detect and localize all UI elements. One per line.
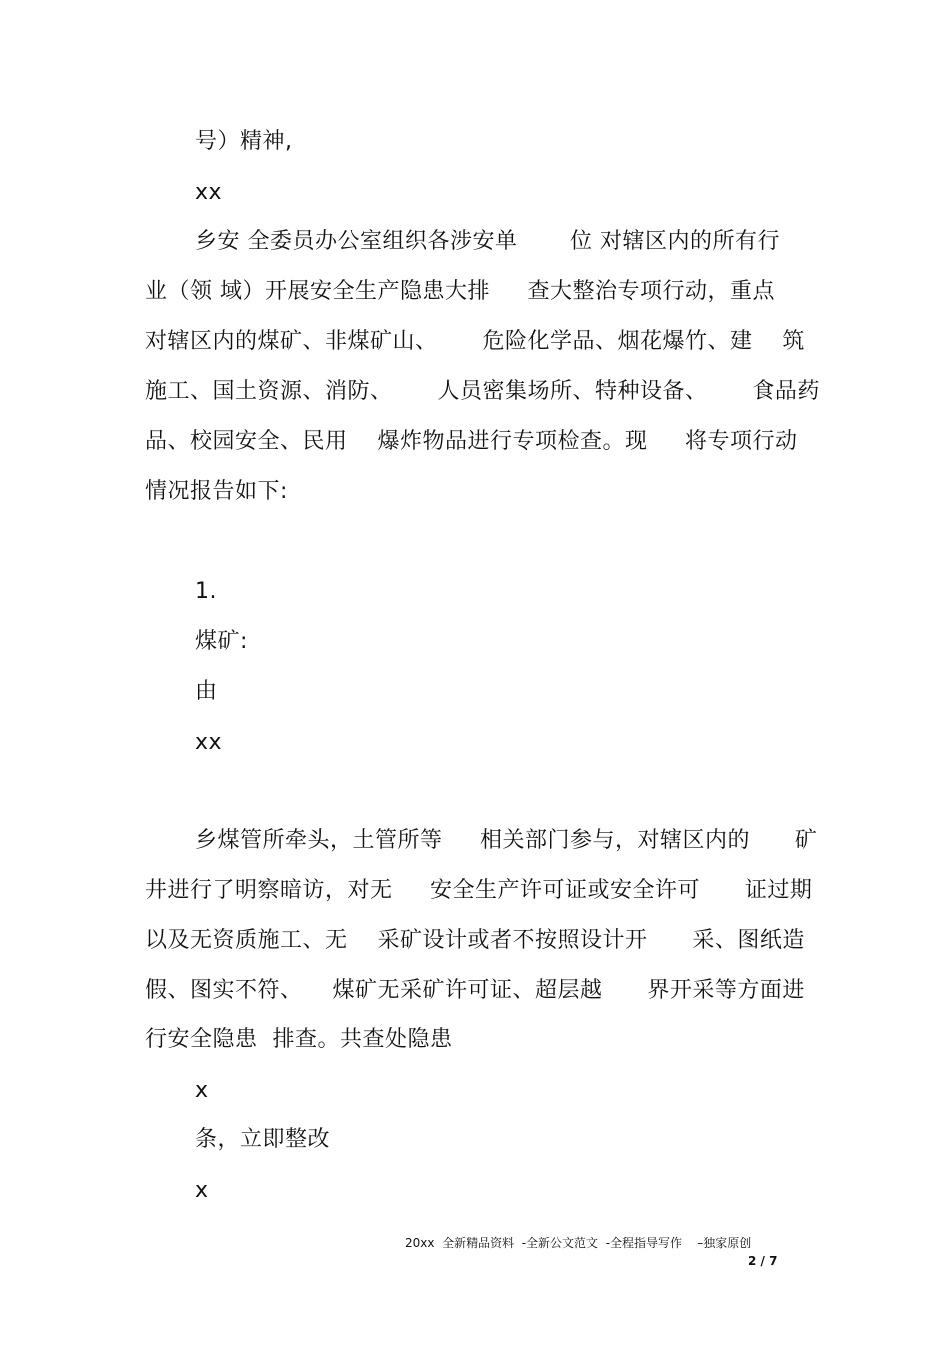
text-line: xx [195, 730, 223, 755]
list-number: 1. [195, 579, 217, 604]
text-line: x [195, 1078, 209, 1103]
text-line: 条，立即整改 [195, 1127, 331, 1152]
text-line: 施工、国土资源、消防、 人员密集场所、特种设备、 食品药 [145, 379, 820, 404]
text-line: 以及无资质施工、无 采矿设计或者不按照设计开 采、图纸造 [145, 928, 805, 953]
text-line: 号）精神, [195, 129, 293, 154]
section-heading: 煤矿: [195, 629, 248, 654]
text-line: x [195, 1178, 209, 1203]
text-line: 对辖区内的煤矿、非煤矿山、 危险化学品、烟花爆竹、建 筑 [145, 329, 805, 354]
text-line: xx [195, 180, 223, 205]
page-number: 2 / 7 [748, 1254, 778, 1268]
text-line: 井进行了明察暗访，对无 安全生产许可证或安全许可 证过期 [145, 878, 813, 903]
text-line: 品、校园安全、民用 爆炸物品进行专项检查。现 将专项行动 [145, 429, 798, 454]
text-line: 业（领 域）开展安全生产隐患大排 查大整治专项行动，重点 [145, 279, 775, 304]
footer-text: 20xx 全新精品资料 -全新公文范文 -全程指导写作 –独家原创 [405, 1236, 752, 1250]
text-line: 乡煤管所牵头，土管所等 相关部门参与，对辖区内的 矿 [195, 828, 818, 853]
text-line: 情况报告如下: [145, 479, 288, 504]
text-line: 行安全隐患 排查。共查处隐患 [145, 1027, 453, 1052]
text-line: 假、图实不符、 煤矿无采矿许可证、超层越 界开采等方面进 [145, 978, 805, 1003]
text-line: 由 [195, 679, 218, 704]
text-line: 乡安 全委员办公室组织各涉安单 位 对辖区内的所有行 [195, 229, 780, 254]
